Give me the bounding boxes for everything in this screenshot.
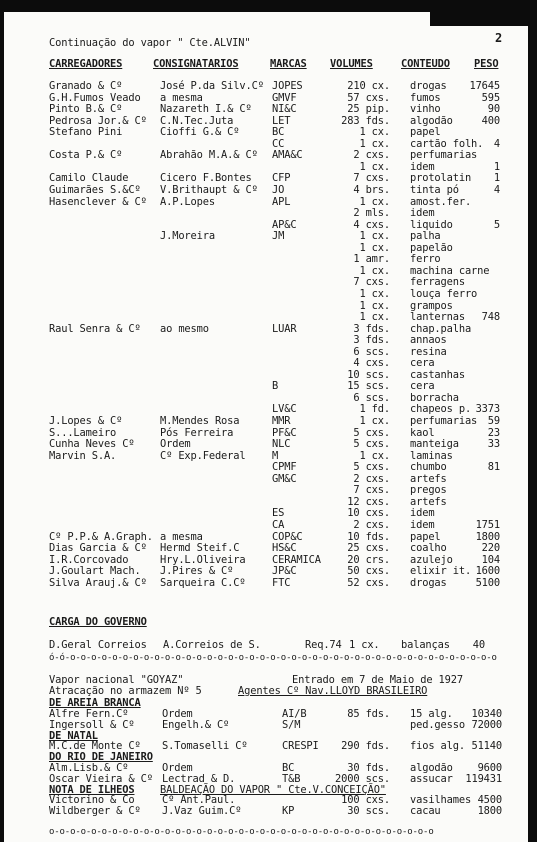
cell-mark: MMR: [272, 415, 291, 427]
cell-volumes: 283 fds.: [341, 114, 390, 127]
cell-consignee: Sarqueira C.Cº: [160, 576, 246, 589]
cell-content: castanhas: [410, 368, 465, 381]
cell-shipper: Costa P.& Cº: [49, 149, 123, 162]
cell-shipper: I.R.Corcovado: [49, 553, 129, 566]
cell-content: cera: [410, 380, 435, 393]
cell-mark: GM&C: [272, 472, 297, 485]
cell-mark: S/M: [282, 718, 301, 731]
section-heading: DO RIO DE JANEIRO: [49, 751, 153, 763]
cell-volumes: 7 cxs.: [353, 484, 390, 497]
cell-consignee: J.Vaz Guim.Cº: [162, 805, 242, 817]
cell-volumes: 15 scs.: [347, 380, 390, 393]
cell-mark: CRESPI: [282, 740, 319, 752]
governo-volumes: 1 cx.: [349, 639, 380, 651]
cell-shipper: J.Goulart Mach.: [49, 565, 141, 578]
cell-content: artefs: [410, 495, 447, 508]
cell-content: pregos: [410, 484, 447, 497]
cell-volumes: 210 cx.: [347, 80, 390, 92]
cell-shipper: Granado & Cº: [49, 80, 123, 92]
cell-volumes: 57 cxs.: [347, 91, 390, 104]
cell-mark: PF&C: [272, 426, 297, 439]
cell-weight: 1: [493, 172, 500, 185]
cell-weight: 90: [487, 103, 500, 116]
vessel-entry-date: Entrado em 7 de Maio de 1927: [292, 674, 463, 686]
cell-consignee: Cioffi G.& Cº: [160, 126, 240, 139]
governo-consignee: A.Correios de S.: [163, 639, 261, 651]
cell-mark: GMVF: [272, 91, 297, 104]
cell-mark: FTC: [272, 576, 291, 589]
cell-consignee: Ordem: [162, 707, 193, 720]
section-heading: DE NATAL: [49, 729, 98, 742]
cell-volumes: 25 pip.: [347, 103, 390, 116]
cell-mark: BC: [272, 126, 285, 139]
cell-content: algodão: [410, 761, 453, 774]
cell-volumes: 1 cx.: [359, 160, 390, 173]
cell-mark: HS&C: [272, 542, 297, 554]
scan-edge-right: [528, 0, 537, 842]
cell-vol: 85 fds.: [347, 707, 390, 720]
cell-vol: 100 cxs.: [341, 794, 390, 806]
cell-content: resina: [410, 345, 447, 358]
cell-mark: CC: [272, 137, 285, 150]
column-header-mark: MARCAS: [270, 58, 307, 70]
section-heading-governo: CARGA DO GOVERNO: [49, 616, 147, 628]
cell-content: louça ferro: [410, 287, 478, 300]
cell-consignee: Pós Ferreira: [160, 426, 234, 439]
cell-mark: CPMF: [272, 461, 297, 474]
cell-content: papel: [410, 530, 441, 543]
cell-volumes: 3 fds.: [353, 334, 390, 347]
column-header-shipper: CARREGADORES: [49, 58, 123, 70]
cell-volumes: 6 scs.: [353, 345, 390, 358]
cell-content: machina carne: [410, 264, 490, 277]
governo-weight: 40: [472, 639, 485, 651]
cell-mark: LUAR: [272, 322, 297, 335]
cell-volumes: 1 amr.: [353, 253, 390, 266]
cell-weight: 23: [487, 426, 500, 439]
cell-mark: JM: [272, 230, 285, 243]
cell-weight: 400: [481, 114, 500, 127]
cell-content: cartão folh.: [410, 137, 484, 150]
cell-content: idem: [410, 507, 435, 520]
cell-content: chap.palha: [410, 322, 472, 335]
cell-content: drogas: [410, 80, 447, 92]
cell-shipper: Wildberger & Cº: [49, 805, 141, 817]
document-title: Continuação do vapor " Cte.ALVIN": [49, 37, 251, 49]
governo-mark: Req.74: [305, 639, 342, 651]
cell-weight: 220: [481, 542, 500, 554]
cell-volumes: 1 fd.: [359, 403, 390, 416]
cell-volumes: 6 scs.: [353, 391, 390, 404]
cell-consignee: Ordem: [162, 761, 193, 774]
cell-volumes: 1 cx.: [359, 137, 390, 150]
cell-content: fios alg.: [410, 740, 465, 752]
cell-volumes: 7 cxs.: [353, 172, 390, 185]
cell-content: protolatin: [410, 172, 472, 185]
cell-mark: COP&C: [272, 530, 303, 543]
cell-weight: 59: [487, 415, 500, 427]
cell-weight: 10340: [471, 707, 502, 720]
cell-content: borracha: [410, 391, 459, 404]
cell-shipper: Cunha Neves Cº: [49, 438, 135, 451]
cell-volumes: 1 cx.: [359, 241, 390, 254]
cell-content: azulejo: [410, 553, 453, 566]
cell-content: ped.gesso: [410, 718, 465, 731]
cell-content: cera: [410, 357, 435, 370]
cell-volumes: 2 mls.: [353, 207, 390, 220]
cell-content: drogas: [410, 576, 447, 589]
cell-consignee: Abrahão M.A.& Cº: [160, 149, 258, 162]
cell-shipper: Pinto B.& Cº: [49, 103, 123, 116]
vessel-agents: Agentes Cº Nav.LLOYD BRASILEIRO: [238, 685, 428, 697]
cell-content: manteiga: [410, 438, 459, 451]
cell-volumes: 1 cx.: [359, 449, 390, 462]
column-header-volumes: VOLUMES: [330, 58, 373, 70]
cell-consignee: a mesma: [160, 91, 203, 104]
cell-content: lanternas: [410, 311, 465, 323]
cell-shipper: Hasenclever & Cº: [49, 195, 147, 208]
cell-mark: B: [272, 380, 279, 393]
page-number: 2: [495, 31, 503, 45]
vessel-name: Vapor nacional "GOYAZ": [49, 674, 184, 686]
cell-volumes: 1 cx.: [359, 230, 390, 243]
cell-weight: 4: [493, 183, 500, 196]
cell-content: annaos: [410, 334, 447, 347]
cell-content: elixir it.: [410, 565, 472, 578]
cell-weight: 104: [481, 553, 500, 566]
section-subheading: BALDEAÇÃO DO VAPOR " Cte.V.CONCEIÇÃO": [160, 783, 386, 796]
cell-shipper: Victorino & Co: [49, 794, 135, 806]
cell-volumes: 5 cxs.: [353, 426, 390, 439]
cell-content: chapeos p.: [410, 403, 472, 416]
cell-consignee: A.P.Lopes: [160, 195, 215, 208]
cell-volumes: 50 cxs.: [347, 565, 390, 578]
cell-weight: 5: [493, 218, 500, 231]
cell-consignee: Ordem: [160, 438, 191, 451]
cell-volumes: 1 cx.: [359, 299, 390, 312]
cell-volumes: 20 crs.: [347, 553, 390, 566]
cell-content: cacau: [410, 805, 441, 817]
cell-content: tinta pó: [410, 183, 459, 196]
cell-shipper: Ingersoll & Cº: [49, 718, 135, 731]
cell-content: papel: [410, 126, 441, 139]
governo-content: balanças: [401, 639, 450, 651]
cell-consignee: Hermd Steif.C: [160, 542, 240, 554]
cell-mark: AMA&C: [272, 149, 303, 162]
cell-shipper: J.Lopes & Cº: [49, 415, 123, 427]
column-header-weight: PESO: [474, 58, 499, 70]
cell-vol: 290 fds.: [341, 740, 390, 752]
cell-weight: 4500: [477, 794, 502, 806]
cell-consignee: ao mesmo: [160, 322, 209, 335]
cell-shipper: S...Lameiro: [49, 426, 117, 439]
cell-volumes: 2 cxs.: [353, 518, 390, 531]
cell-content: chumbo: [410, 461, 447, 474]
cell-consignee: Nazareth I.& Cº: [160, 103, 252, 116]
cell-volumes: 25 cxs.: [347, 542, 390, 554]
cell-content: perfumarias: [410, 415, 478, 427]
cell-consignee: José P.da Silv.Cº: [160, 80, 264, 92]
cell-mark: AI/B: [282, 707, 307, 720]
cell-consignee: Cº Exp.Federal: [160, 449, 246, 462]
cell-vol: 30 fds.: [347, 761, 390, 774]
section-heading: NOTA DE ILHEOS: [49, 783, 135, 796]
cell-shipper: Stefano Pini: [49, 126, 123, 139]
cell-content: laminas: [410, 449, 453, 462]
column-header-consignee: CONSIGNATARIOS: [153, 58, 239, 70]
cell-mark: M: [272, 449, 279, 462]
cell-content: perfumarias: [410, 149, 478, 162]
cell-content: grampos: [410, 299, 453, 312]
cell-volumes: 4 brs.: [353, 183, 390, 196]
cell-consignee: Engelh.& Cº: [162, 718, 230, 731]
cell-weight: 72000: [471, 718, 502, 731]
cell-mark: KP: [282, 805, 295, 817]
cell-mark: CA: [272, 518, 285, 531]
cell-content: palha: [410, 230, 441, 243]
governo-shipper: D.Geral Correios: [49, 639, 147, 651]
section-heading: DE AREIA BRANCA: [49, 697, 141, 709]
cell-shipper: Oscar Vieira & Cº: [49, 772, 153, 785]
cell-mark: CFP: [272, 172, 291, 185]
cell-shipper: G.H.Fumos Veado: [49, 91, 141, 104]
cell-weight: 51140: [471, 740, 502, 752]
scan-edge-top-right: [430, 0, 537, 26]
footer-separator: o-o-o-o-o-o-o-o-o-o-o-o-o-o-o-o-o-o-o-o-o-o-o-o-o-o-o-o-o-o-o-o-o-o-o-o-o: [49, 827, 434, 837]
cell-consignee: V.Brithaupt & Cº: [160, 183, 258, 196]
separator-line: ó-ó-o-o-o-o-o-o-o-o-o-o-o-o-o-o-o-o-o-o-o-o-o-o-o-o-o-o-o-o-o-o-o-o-o-o-o-o-o-o-o-o-o: [49, 653, 497, 663]
cell-content: idem: [410, 207, 435, 220]
cell-content: amost.fer.: [410, 195, 472, 208]
cell-consignee: Cicero F.Bontes: [160, 172, 252, 185]
cell-weight: 81: [487, 461, 500, 474]
cell-content: ferro: [410, 253, 441, 266]
cell-volumes: 5 cxs.: [353, 461, 390, 474]
cell-shipper: Guimarães S.&Cº: [49, 183, 141, 196]
cell-content: assucar: [410, 772, 453, 785]
cell-mark: APL: [272, 195, 291, 208]
cell-volumes: 7 cxs.: [353, 276, 390, 289]
cell-volumes: 1 cx.: [359, 311, 390, 323]
cell-weight: 1: [493, 160, 500, 173]
cell-weight: 33: [487, 438, 500, 451]
cell-shipper: Silva Arauj.& Cº: [49, 576, 147, 589]
cell-volumes: 1 cx.: [359, 264, 390, 277]
cell-mark: NI&C: [272, 103, 297, 116]
cell-content: vinho: [410, 103, 441, 116]
cell-volumes: 12 cxs.: [347, 495, 390, 508]
cell-shipper: Alfre Fern.Cº: [49, 707, 129, 720]
scan-edge-left: [0, 0, 4, 842]
cell-volumes: 2 cxs.: [353, 472, 390, 485]
cell-mark: JOPES: [272, 80, 303, 92]
vessel-dock: Atracação no armazem Nº 5: [49, 685, 202, 697]
cell-shipper: Marvin S.A.: [49, 449, 117, 462]
cell-content: idem: [410, 160, 435, 173]
cell-consignee: Cº Ant.Paul.: [162, 794, 236, 806]
cell-content: coalho: [410, 542, 447, 554]
cell-consignee: J.Moreira: [160, 230, 215, 243]
cell-volumes: 10 scs.: [347, 368, 390, 381]
cell-volumes: 4 cxs.: [353, 357, 390, 370]
cell-consignee: Hry.L.Oliveira: [160, 553, 246, 566]
cell-shipper: Dias Garcia & Cº: [49, 542, 147, 554]
cell-shipper: Camilo Claude: [49, 172, 129, 185]
cell-volumes: 1 cx.: [359, 287, 390, 300]
cell-weight: 9600: [477, 761, 502, 774]
cell-content: papelão: [410, 241, 453, 254]
cell-vol: 2000 scs.: [335, 772, 390, 785]
cell-weight: 748: [481, 311, 500, 323]
cell-consignee: J.Pires & Cº: [160, 565, 234, 578]
cell-content: artefs: [410, 472, 447, 485]
cell-shipper: Cº P.P.& A.Graph.: [49, 530, 153, 543]
cell-content: algodão: [410, 114, 453, 127]
cell-vol: 30 scs.: [347, 805, 390, 817]
cell-volumes: 1 cx.: [359, 195, 390, 208]
cell-consignee: Lectrad & D.: [162, 772, 236, 785]
cell-volumes: 3 fds.: [353, 322, 390, 335]
cell-mark: ES: [272, 507, 285, 520]
cell-volumes: 10 fds.: [347, 530, 390, 543]
cell-content: liquido: [410, 218, 453, 231]
cell-weight: 5100: [475, 576, 500, 589]
cell-shipper: Raul Senra & Cº: [49, 322, 141, 335]
cell-content: vasilhames: [410, 794, 472, 806]
cell-volumes: 1 cx.: [359, 415, 390, 427]
cell-weight: 1751: [475, 518, 500, 531]
cell-shipper: M.C.de Monte Cº: [49, 740, 141, 752]
cell-content: fumos: [410, 91, 441, 104]
cell-shipper: Alm.Lisb.& Cº: [49, 761, 129, 774]
cell-mark: JO: [272, 183, 285, 196]
cell-weight: 1800: [477, 805, 502, 817]
cell-volumes: 4 cxs.: [353, 218, 390, 231]
cell-weight: 4: [493, 137, 500, 150]
cell-mark: LET: [272, 114, 291, 127]
cell-content: idem: [410, 518, 435, 531]
cell-weight: 1600: [475, 565, 500, 578]
cell-consignee: S.Tomaselli Cº: [162, 740, 248, 752]
cell-volumes: 5 cxs.: [353, 438, 390, 451]
cell-weight: 17645: [469, 80, 500, 92]
cell-mark: CERAMICA: [272, 553, 321, 566]
cell-consignee: M.Mendes Rosa: [160, 415, 240, 427]
cell-mark: LV&C: [272, 403, 297, 416]
cell-mark: T&B: [282, 772, 301, 785]
cell-content: 15 alg.: [410, 707, 453, 720]
cell-consignee: C.N.Tec.Juta: [160, 114, 234, 127]
cell-weight: 1800: [475, 530, 500, 543]
cell-volumes: 10 cxs.: [347, 507, 390, 520]
cell-mark: NLC: [272, 438, 291, 451]
cell-volumes: 1 cx.: [359, 126, 390, 139]
cell-content: kaol: [410, 426, 435, 439]
cell-shipper: Pedrosa Jor.& Cº: [49, 114, 147, 127]
cell-content: ferragens: [410, 276, 465, 289]
cell-weight: 595: [481, 91, 500, 104]
cell-weight: 3373: [475, 403, 500, 416]
cell-volumes: 52 cxs.: [347, 576, 390, 589]
cell-volumes: 2 cxs.: [353, 149, 390, 162]
cell-mark: BC: [282, 761, 295, 774]
column-header-content: CONTEUDO: [401, 58, 450, 70]
cell-consignee: a mesma: [160, 530, 203, 543]
cell-mark: AP&C: [272, 218, 297, 231]
cell-weight: 119431: [465, 772, 502, 785]
cell-mark: JP&C: [272, 565, 297, 578]
